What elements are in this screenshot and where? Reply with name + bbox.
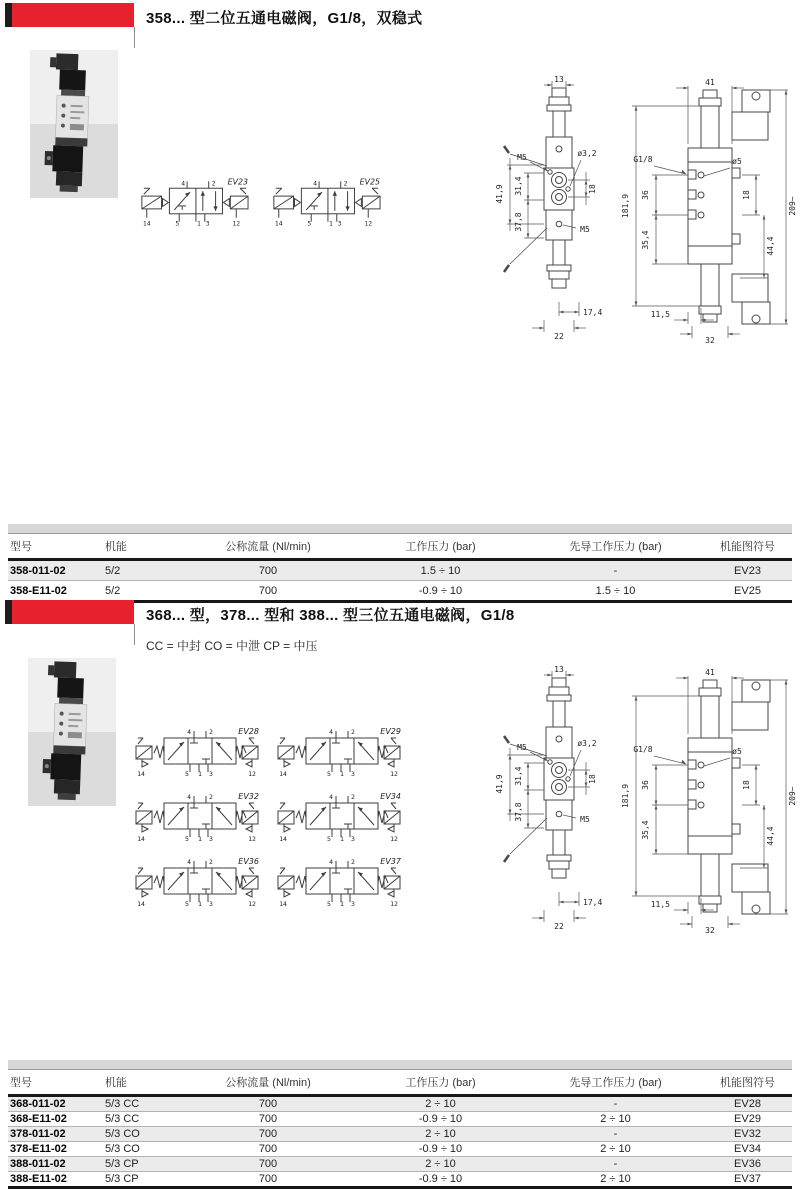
- model-number: 358-011-02: [10, 564, 66, 577]
- front-view-outline: [544, 678, 574, 878]
- port-label-14: 14: [137, 770, 145, 778]
- table-row: [8, 1157, 792, 1172]
- tech-drawing: [486, 76, 800, 344]
- port-label-12: 12: [232, 219, 241, 228]
- dim-35-4: 35,4: [641, 820, 650, 840]
- dim-209: 209~: [788, 196, 797, 216]
- port-label-4: 4: [187, 858, 191, 866]
- cell: 2 ÷ 10: [600, 1173, 631, 1185]
- port-label-5: 5: [175, 219, 180, 228]
- valve-solenoid-bottom: [50, 753, 81, 780]
- dim-41: 41: [705, 668, 715, 677]
- column-header: 先导工作压力 (bar): [528, 1070, 703, 1096]
- port-label-1: 1: [328, 219, 333, 228]
- cell: 700: [258, 1098, 278, 1110]
- dim-17-4: 17,4: [583, 308, 603, 317]
- model-number: 378-E11-02: [10, 1143, 67, 1155]
- dim-17-4: 17,4: [583, 898, 603, 907]
- dim-32: 32: [705, 926, 715, 934]
- port-label-2: 2: [209, 728, 213, 736]
- port-label-4: 4: [187, 793, 191, 801]
- valve-schematic-EV36: [134, 856, 260, 908]
- cell: 1.5 ÷ 10: [595, 584, 636, 597]
- dim-44-4: 44,4: [766, 236, 775, 256]
- column-header: 机能: [103, 1070, 183, 1096]
- front-dim-arrows: [509, 674, 588, 920]
- dim-22: 22: [554, 922, 564, 931]
- port-label-4: 4: [329, 728, 333, 736]
- dim-209: 209~: [788, 786, 797, 806]
- cell: 700: [258, 1143, 278, 1155]
- front-dim-lines: [507, 81, 590, 332]
- port-label-14: 14: [137, 900, 145, 908]
- schematic-code: EV37: [380, 857, 401, 866]
- section1-spec-table: [8, 533, 792, 603]
- dim-36: 36: [641, 190, 650, 200]
- schematic-code: EV28: [238, 727, 259, 736]
- table-row: [8, 1096, 792, 1112]
- cell: 5/2: [105, 584, 121, 597]
- cell: -: [613, 564, 618, 577]
- spec-table: [8, 1069, 792, 1189]
- cell: EV32: [734, 1128, 761, 1140]
- port-label-4: 4: [329, 858, 333, 866]
- section2-title: 368... 型，378... 型和 388... 型三位五通电磁阀，G1/8: [146, 607, 515, 624]
- dim-18-side: 18: [742, 190, 751, 200]
- cell: 700: [258, 1158, 278, 1170]
- section1-title: 358... 型二位五通电磁阀，G1/8，双稳式: [146, 10, 423, 27]
- valve-symbol-5-3: [276, 791, 402, 843]
- column-header: 机能图符号: [703, 1070, 792, 1096]
- cell: -0.9 ÷ 10: [418, 584, 463, 597]
- port-label-5: 5: [185, 770, 189, 778]
- port-label-4: 4: [329, 793, 333, 801]
- cell: -: [613, 1128, 618, 1140]
- port-label-2: 2: [209, 793, 213, 801]
- model-number: 368-011-02: [10, 1098, 66, 1110]
- table-row: [8, 1112, 792, 1127]
- section2-table-band: [8, 1060, 792, 1069]
- dim-13: 13: [554, 666, 564, 674]
- side-view-outline: [688, 680, 770, 914]
- port-label-5: 5: [327, 770, 331, 778]
- port-label-3: 3: [205, 219, 210, 228]
- port-label-12: 12: [390, 770, 398, 778]
- port-label-1: 1: [340, 835, 344, 843]
- model-number: 388-011-02: [10, 1158, 66, 1170]
- port-label-5: 5: [185, 900, 189, 908]
- port-label-3: 3: [351, 835, 355, 843]
- valve-connector-tab: [48, 665, 54, 675]
- cell: 5/3 CP: [105, 1158, 139, 1170]
- dim-13: 13: [554, 76, 564, 84]
- section2-subtitle: CC = 中封 CO = 中泄 CP = 中压: [146, 639, 318, 653]
- port-label-12: 12: [364, 219, 373, 228]
- dim-m5-top: M5: [517, 743, 527, 752]
- side-dim-arrows: [635, 87, 788, 336]
- section1-schematics: [134, 176, 382, 228]
- cell: 5/3 CO: [105, 1128, 140, 1140]
- dim-18-front: 18: [588, 184, 597, 194]
- valve-schematic-EV29: [276, 726, 402, 778]
- valve-symbol-5-3: [134, 726, 260, 778]
- column-header: 先导工作压力 (bar): [528, 534, 703, 560]
- port-label-3: 3: [209, 900, 213, 908]
- front-dim-lines: [507, 671, 590, 922]
- model-number: 358-E11-02: [10, 584, 67, 597]
- dim-31-4: 31,4: [514, 766, 523, 786]
- cell: EV29: [734, 1113, 761, 1125]
- port-label-2: 2: [351, 858, 355, 866]
- cell: 2 ÷ 10: [600, 1143, 631, 1155]
- column-header: 公称流量 (Nl/min): [183, 1070, 353, 1096]
- valve-schematic-EV28: [134, 726, 260, 778]
- cell: 5/3 CO: [105, 1143, 140, 1155]
- product-photo: [30, 50, 118, 198]
- cell: 5/3 CC: [105, 1098, 140, 1110]
- valve-symbol-5-3: [134, 791, 260, 843]
- column-header: 机能: [103, 534, 183, 560]
- cell: EV28: [734, 1098, 761, 1110]
- column-header: 型号: [8, 1070, 103, 1096]
- cell: 2 ÷ 10: [425, 1158, 456, 1170]
- port-label-5: 5: [185, 835, 189, 843]
- port-label-5: 5: [327, 900, 331, 908]
- model-number: 378-011-02: [10, 1128, 66, 1140]
- cell: -0.9 ÷ 10: [418, 1173, 463, 1185]
- tech-drawing: [486, 666, 800, 934]
- dim-22: 22: [554, 332, 564, 341]
- column-header: 型号: [8, 534, 103, 560]
- port-label-14: 14: [279, 770, 287, 778]
- spec-table: [8, 533, 792, 603]
- front-view-outline: [544, 88, 574, 288]
- port-label-3: 3: [351, 900, 355, 908]
- port-label-5: 5: [307, 219, 312, 228]
- valve-solenoid-bottom: [52, 145, 83, 172]
- dim-35-4: 35,4: [641, 230, 650, 250]
- dim-m5-bottom: M5: [580, 815, 590, 824]
- header-row: [8, 534, 792, 560]
- port-label-1: 1: [198, 900, 202, 908]
- column-header: 公称流量 (Nl/min): [183, 534, 353, 560]
- port-label-12: 12: [248, 900, 256, 908]
- dim-d5: ø5: [732, 157, 742, 166]
- port-label-5: 5: [327, 835, 331, 843]
- section2-product-photo: [28, 658, 116, 806]
- column-header: 工作压力 (bar): [353, 1070, 528, 1096]
- port-label-14: 14: [279, 900, 287, 908]
- port-label-4: 4: [187, 728, 191, 736]
- dim-181-9: 181,9: [621, 193, 630, 219]
- port-label-3: 3: [209, 835, 213, 843]
- section1-tech-drawing: [486, 76, 800, 344]
- port-label-2: 2: [211, 179, 216, 188]
- valve-solenoid-top: [59, 69, 86, 90]
- port-label-1: 1: [198, 770, 202, 778]
- cell: EV23: [734, 564, 761, 577]
- table-row: [8, 1172, 792, 1188]
- port-label-1: 1: [196, 219, 201, 228]
- port-label-3: 3: [351, 770, 355, 778]
- schematic-code: EV23: [227, 177, 249, 187]
- dim-31-4: 31,4: [514, 176, 523, 196]
- cell: 1.5 ÷ 10: [420, 564, 461, 577]
- port-label-14: 14: [274, 219, 283, 228]
- port-label-3: 3: [337, 219, 342, 228]
- cell: 700: [258, 564, 278, 577]
- valve-schematic-EV34: [276, 791, 402, 843]
- cell: EV37: [734, 1173, 761, 1185]
- dim-g1-8: G1/8: [633, 745, 653, 754]
- valve-symbol-5-3: [276, 856, 402, 908]
- schematic-code: EV29: [380, 727, 401, 736]
- dim-37-8: 37,8: [514, 212, 523, 232]
- valve-solenoid-top: [57, 677, 84, 698]
- port-label-1: 1: [340, 770, 344, 778]
- port-label-14: 14: [279, 835, 287, 843]
- model-number: 388-E11-02: [10, 1173, 67, 1185]
- side-dim-arrows: [635, 677, 788, 926]
- section1-red-tab: [5, 3, 134, 27]
- port-label-12: 12: [390, 900, 398, 908]
- section1-tab-tail: [134, 27, 135, 48]
- port-label-14: 14: [142, 219, 151, 228]
- dim-d5: ø5: [732, 747, 742, 756]
- valve-symbol-5-3: [276, 726, 402, 778]
- port-label-1: 1: [198, 835, 202, 843]
- schematic-code: EV32: [238, 792, 259, 801]
- cell: EV25: [734, 584, 761, 597]
- section1-table-band: [8, 524, 792, 533]
- cell: -0.9 ÷ 10: [418, 1143, 463, 1155]
- product-photo: [28, 658, 116, 806]
- dim-11-5: 11,5: [650, 900, 670, 909]
- table-row: [8, 560, 792, 581]
- table-row: [8, 581, 792, 602]
- cell: EV36: [734, 1158, 761, 1170]
- dim-11-5: 11,5: [650, 310, 670, 319]
- dim-41: 41: [705, 78, 715, 87]
- port-label-12: 12: [248, 770, 256, 778]
- cell: 5/3 CC: [105, 1113, 140, 1125]
- header-row: [8, 1070, 792, 1096]
- model-number: 368-E11-02: [10, 1113, 67, 1125]
- dim-32: 32: [705, 336, 715, 344]
- cell: 700: [258, 1113, 278, 1125]
- dim-41-9: 41,9: [495, 774, 504, 794]
- valve-symbol-5-3: [134, 856, 260, 908]
- port-label-12: 12: [390, 835, 398, 843]
- section2-schematics: [134, 726, 402, 908]
- column-header: 机能图符号: [703, 534, 792, 560]
- cell: -: [613, 1098, 618, 1110]
- dim-g1-8: G1/8: [633, 155, 653, 164]
- cell: -: [613, 1158, 618, 1170]
- cell: 700: [258, 584, 278, 597]
- schematic-code: EV25: [359, 177, 381, 187]
- port-label-1: 1: [340, 900, 344, 908]
- port-label-2: 2: [351, 728, 355, 736]
- port-label-4: 4: [181, 179, 186, 188]
- dim-44-4: 44,4: [766, 826, 775, 846]
- cell: 5/2: [105, 564, 121, 577]
- dim-m5-bottom: M5: [580, 225, 590, 234]
- side-view-outline: [688, 90, 770, 324]
- dim-181-9: 181,9: [621, 783, 630, 809]
- port-label-2: 2: [351, 793, 355, 801]
- dim-18-front: 18: [588, 774, 597, 784]
- valve-schematic-EV25: [266, 176, 382, 228]
- section2-tech-drawing: [486, 666, 800, 934]
- section1-product-photo: [30, 50, 118, 198]
- dim-18-side: 18: [742, 780, 751, 790]
- valve-schematic-EV32: [134, 791, 260, 843]
- cell: 2 ÷ 10: [425, 1098, 456, 1110]
- cell: 2 ÷ 10: [425, 1128, 456, 1140]
- valve-symbol-5-2: [266, 176, 382, 228]
- schematic-code: EV36: [238, 857, 259, 866]
- port-label-3: 3: [209, 770, 213, 778]
- valve-symbol-5-2: [134, 176, 250, 228]
- dim-41-9: 41,9: [495, 184, 504, 204]
- dim-m5-top: M5: [517, 153, 527, 162]
- valve-connector-tab: [50, 57, 56, 67]
- cell: 700: [258, 1173, 278, 1185]
- valve-schematic-EV37: [276, 856, 402, 908]
- dim-d3-2: ø3,2: [577, 739, 597, 748]
- cell: EV34: [734, 1143, 761, 1155]
- port-label-4: 4: [313, 179, 318, 188]
- port-label-2: 2: [343, 179, 348, 188]
- cell: 2 ÷ 10: [600, 1113, 631, 1125]
- section2-spec-table: [8, 1069, 792, 1189]
- column-header: 工作压力 (bar): [353, 534, 528, 560]
- dim-36: 36: [641, 780, 650, 790]
- table-row: [8, 1127, 792, 1142]
- cell: 5/3 CP: [105, 1173, 139, 1185]
- valve-schematic-EV23: [134, 176, 250, 228]
- valve-body: [54, 703, 87, 746]
- cell: 700: [258, 1128, 278, 1140]
- section2-red-tab: [5, 600, 134, 624]
- dim-d3-2: ø3,2: [577, 149, 597, 158]
- front-dim-arrows: [509, 84, 588, 330]
- port-label-12: 12: [248, 835, 256, 843]
- section2-tab-tail: [134, 624, 135, 645]
- table-row: [8, 1142, 792, 1157]
- dim-37-8: 37,8: [514, 802, 523, 822]
- port-label-14: 14: [137, 835, 145, 843]
- port-label-2: 2: [209, 858, 213, 866]
- cell: -0.9 ÷ 10: [418, 1113, 463, 1125]
- schematic-code: EV34: [380, 792, 401, 801]
